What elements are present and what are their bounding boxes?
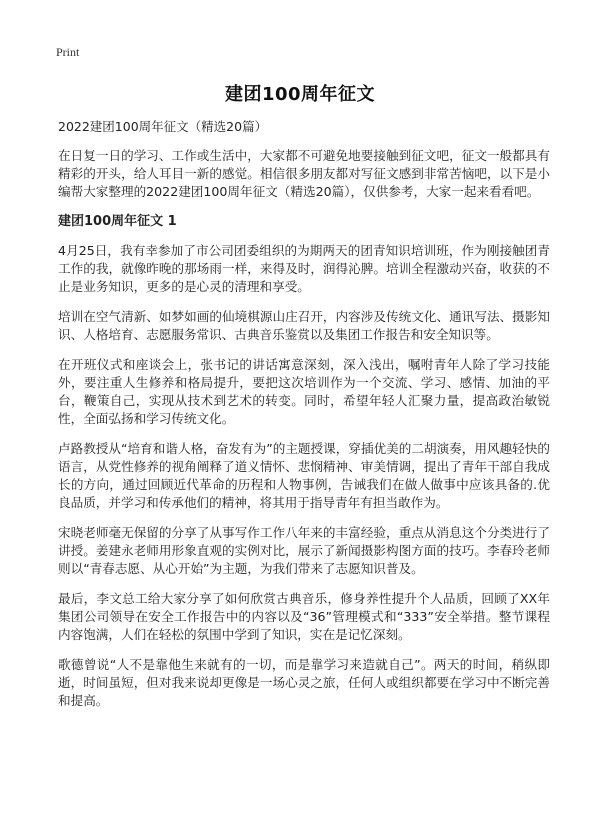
- paragraph-5: 宋晓老师毫无保留的分享了从事写作工作八年来的丰富经验，重点从消息这个分类进行了讲授。姜建永老师用形象直观的实例对比，展示了新闻摄影构图方面的技巧。李春玲老师则以“青春志愿、从心开始”为主题，为我们带来了志愿知识普及。: [58, 525, 550, 576]
- intro-paragraph: 在日复一日的学习、工作或生活中，大家都不可避免地要接触到征文吧，征文一般都具有精彩的开头，给人耳目一新的感觉。相信很多朋友都对写征文感到非常苦恼吧，以下是小编帮大家整理的2022建团100周年征文（精选20篇），仅供参考，大家一起来看看吧。: [58, 148, 550, 199]
- article-subtitle: 2022建团100周年征文（精选20篇）: [58, 119, 268, 134]
- print-link[interactable]: Print: [56, 45, 80, 59]
- paragraph-3: 在开班仪式和座谈会上，张书记的讲话寓意深刻，深入浅出，嘱咐青年人除了学习技能外，要注重人生修养和格局提升，要把这次培训作为一个交流、学习、感情、加油的平台，鞭策自己，实现从技术到艺术的转变。同时，希望年轻人汇聚力量，提高政治敏锐性，全面弘扬和学习传统文化。: [58, 357, 550, 426]
- paragraph-6: 最后，李文总工给大家分享了如何欣赏古典音乐，修身养性提升个人品质，回顾了XX年集团公司领导在安全工作报告中的内容以及“36”管理模式和“333”安全举措。整节课程内容饱满，人们在轻松的氛围中学到了知识，实在是记忆深刻。: [58, 591, 550, 642]
- article-body: [58, 118, 550, 722]
- page-title: 建团100周年征文: [224, 84, 376, 105]
- paragraph-2: 培训在空气清新、如梦如画的仙境棋源山庄召开，内容涉及传统文化、通讯写法、摄影知识、人格培育、志愿服务常识、古典音乐鉴赏以及集团工作报告和安全知识等。: [58, 309, 550, 342]
- section-heading: 建团100周年征文 1: [58, 214, 177, 229]
- paragraph-7: 歌德曾说“人不是靠他生来就有的一切，而是靠学习来造就自己”。两天的时间，稍纵即逝，时间虽短，但对我来说却更像是一场心灵之旅，任何人或组织都要在学习中不断完善和提高。: [58, 657, 550, 708]
- paragraph-1: 4月25日，我有幸参加了市公司团委组织的为期两天的团青知识培训班，作为刚接触团青工作的我，就像昨晚的那场雨一样，来得及时，润得沁脾。培训全程激动兴奋，收获的不止是业务知识，更多的是心灵的清理和享受。: [58, 243, 550, 294]
- paragraph-4: 卢路教授从“培育和谐人格，奋发有为”的主题授课，穿插优美的二胡演奏，用风趣轻快的语言，从党性修养的视角阐释了道义情怀、悲悯精神、审美情调，提出了青年干部自我成长的方向，通过回顾近代革命的历程和人物事例，告诫我们在做人做事中应该具备的.优良品质，并学习和传承他们的精神，将其用于指导青年有担当敢作为。: [58, 441, 550, 510]
